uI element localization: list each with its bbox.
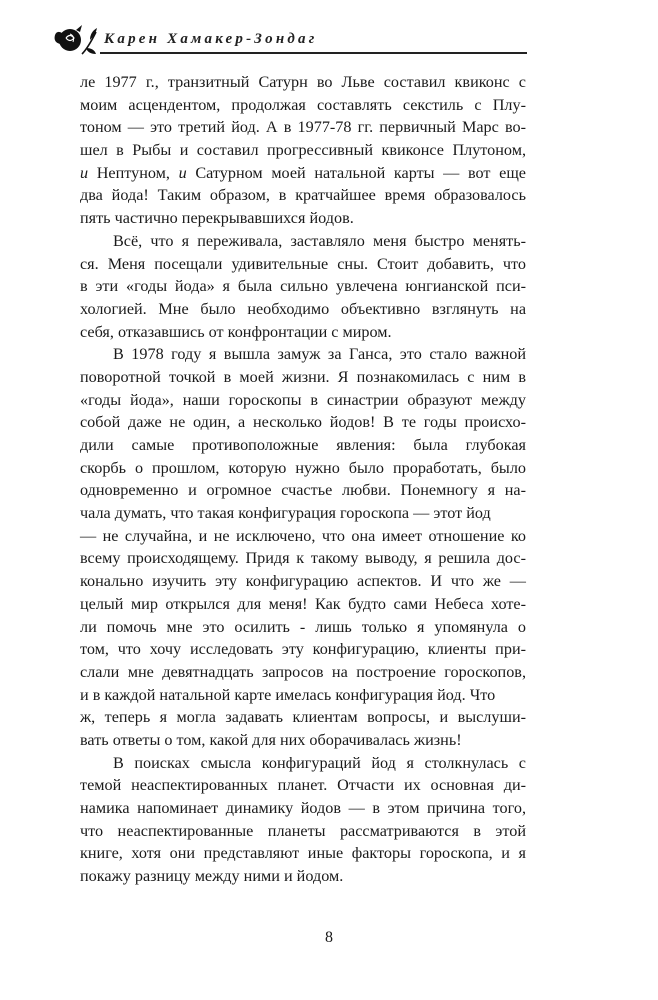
text-line: тоном — это третий йод. А в 1977-78 гг. первичный Марс во- [80,118,526,137]
text-line: чала думать, что такая конфигурация гороскопа — этот йод [80,504,491,523]
text-line: В 1978 году я вышла замуж за Ганса, это стало важной [113,345,526,364]
text-line: себя, отказавшись от конфронтации с миром. [80,322,392,341]
text-line: темой неаспектированных планет. Отчасти их основная ди- [80,776,526,795]
text-line: поворотной точкой в моей жизни. Я познакомилась с ним в [80,367,526,386]
text-line: В поисках смысла конфигураций йод я столкнулась с [113,753,526,772]
text-line: и в каждой натальной карте имелась конфигурация йод. Что [80,685,496,704]
text-line: моим асцендентом, продолжая составлять секстиль с Плу- [80,95,526,114]
text-line [80,162,526,185]
text-line: «годы йода», наши гороскопы в синастрии образуют между [80,390,526,409]
text-line: пять частично перекрывавшихся йодов. [80,209,354,228]
text-line: — не случайна, и не исключено, что она имеет отношение ко [80,526,526,545]
text-line: намика напоминает динамику йодов — в этом причина того, [80,799,526,817]
text-line: Всё, что я переживала, заставляло меня быстро менять- [113,231,526,250]
text-line: вать ответы о том, какой для них оборачивалась жизнь! [80,730,462,749]
text-line: всему происходящему. Придя к такому выводу, я решила дос- [80,549,526,568]
text-line: ж, теперь я могла задавать клиентам вопросы, и выслуши- [80,708,526,727]
text-segment: Нептуном, [88,163,179,182]
paragraph [80,230,526,343]
page-number: 8 [325,929,333,946]
italic-word: и [178,163,187,182]
paragraph [80,71,526,230]
paragraph [80,752,526,888]
running-header [52,22,527,58]
text-line: скорбь о прошлом, которую нужно было проработать, было [80,458,526,477]
text-line: книге, хотя они представляют иные факторы гороскопа, и я [80,844,526,863]
italic-word: и [80,163,89,182]
text-line: ся. Меня посещали удивительные сны. Стоит добавить, что [80,254,526,273]
header-rule [100,52,527,54]
text-line: в эти «годы йода» я была сильно увлечена юнгианской пси- [80,277,526,296]
text-line: конально изучить эту конфигурацию аспектов. И что же — [80,572,526,591]
text-line: ле 1977 г., транзитный Сатурн во Льве составил квиконс с [80,73,526,91]
text-line: шел в Рыбы и составил прогрессивный квиконсе Плутоном, [80,141,526,160]
text-line: ли помочь мне это осилить - лишь только я упомянула о [80,617,526,636]
author-name: Карен Хамакер-Зондаг [104,31,318,47]
text-line: целый мир открылся для меня! Как будто сами Небеса хоте- [80,594,526,613]
body-text [80,71,526,888]
text-line: хологией. Мне было необходимо объективно взглянуть на [80,299,526,318]
text-line: одновременно и огромное счастье любви. Понемногу я на- [80,481,526,500]
text-line: два йода! Таким образом, в кратчайшее время образовалось [80,186,526,205]
text-line: собой даже не один, а несколько йодов! В те годы происхо- [80,413,526,432]
rose-icon [52,24,98,58]
text-line: что неаспектированные планеты рассматриваются в этой [80,821,526,840]
text-line: том, что хочу исследовать эту конфигурацию, клиенты при- [80,640,526,659]
text-line: покажу разницу между ними и йодом. [80,867,344,886]
text-line: дили самые противоположные явления: была глубокая [80,436,526,454]
text-segment: Сатурном моей натальной карты — вот еще [186,163,526,182]
paragraph [80,343,526,751]
text-line: слали мне девятнадцать запросов на построение гороскопов, [80,662,526,681]
